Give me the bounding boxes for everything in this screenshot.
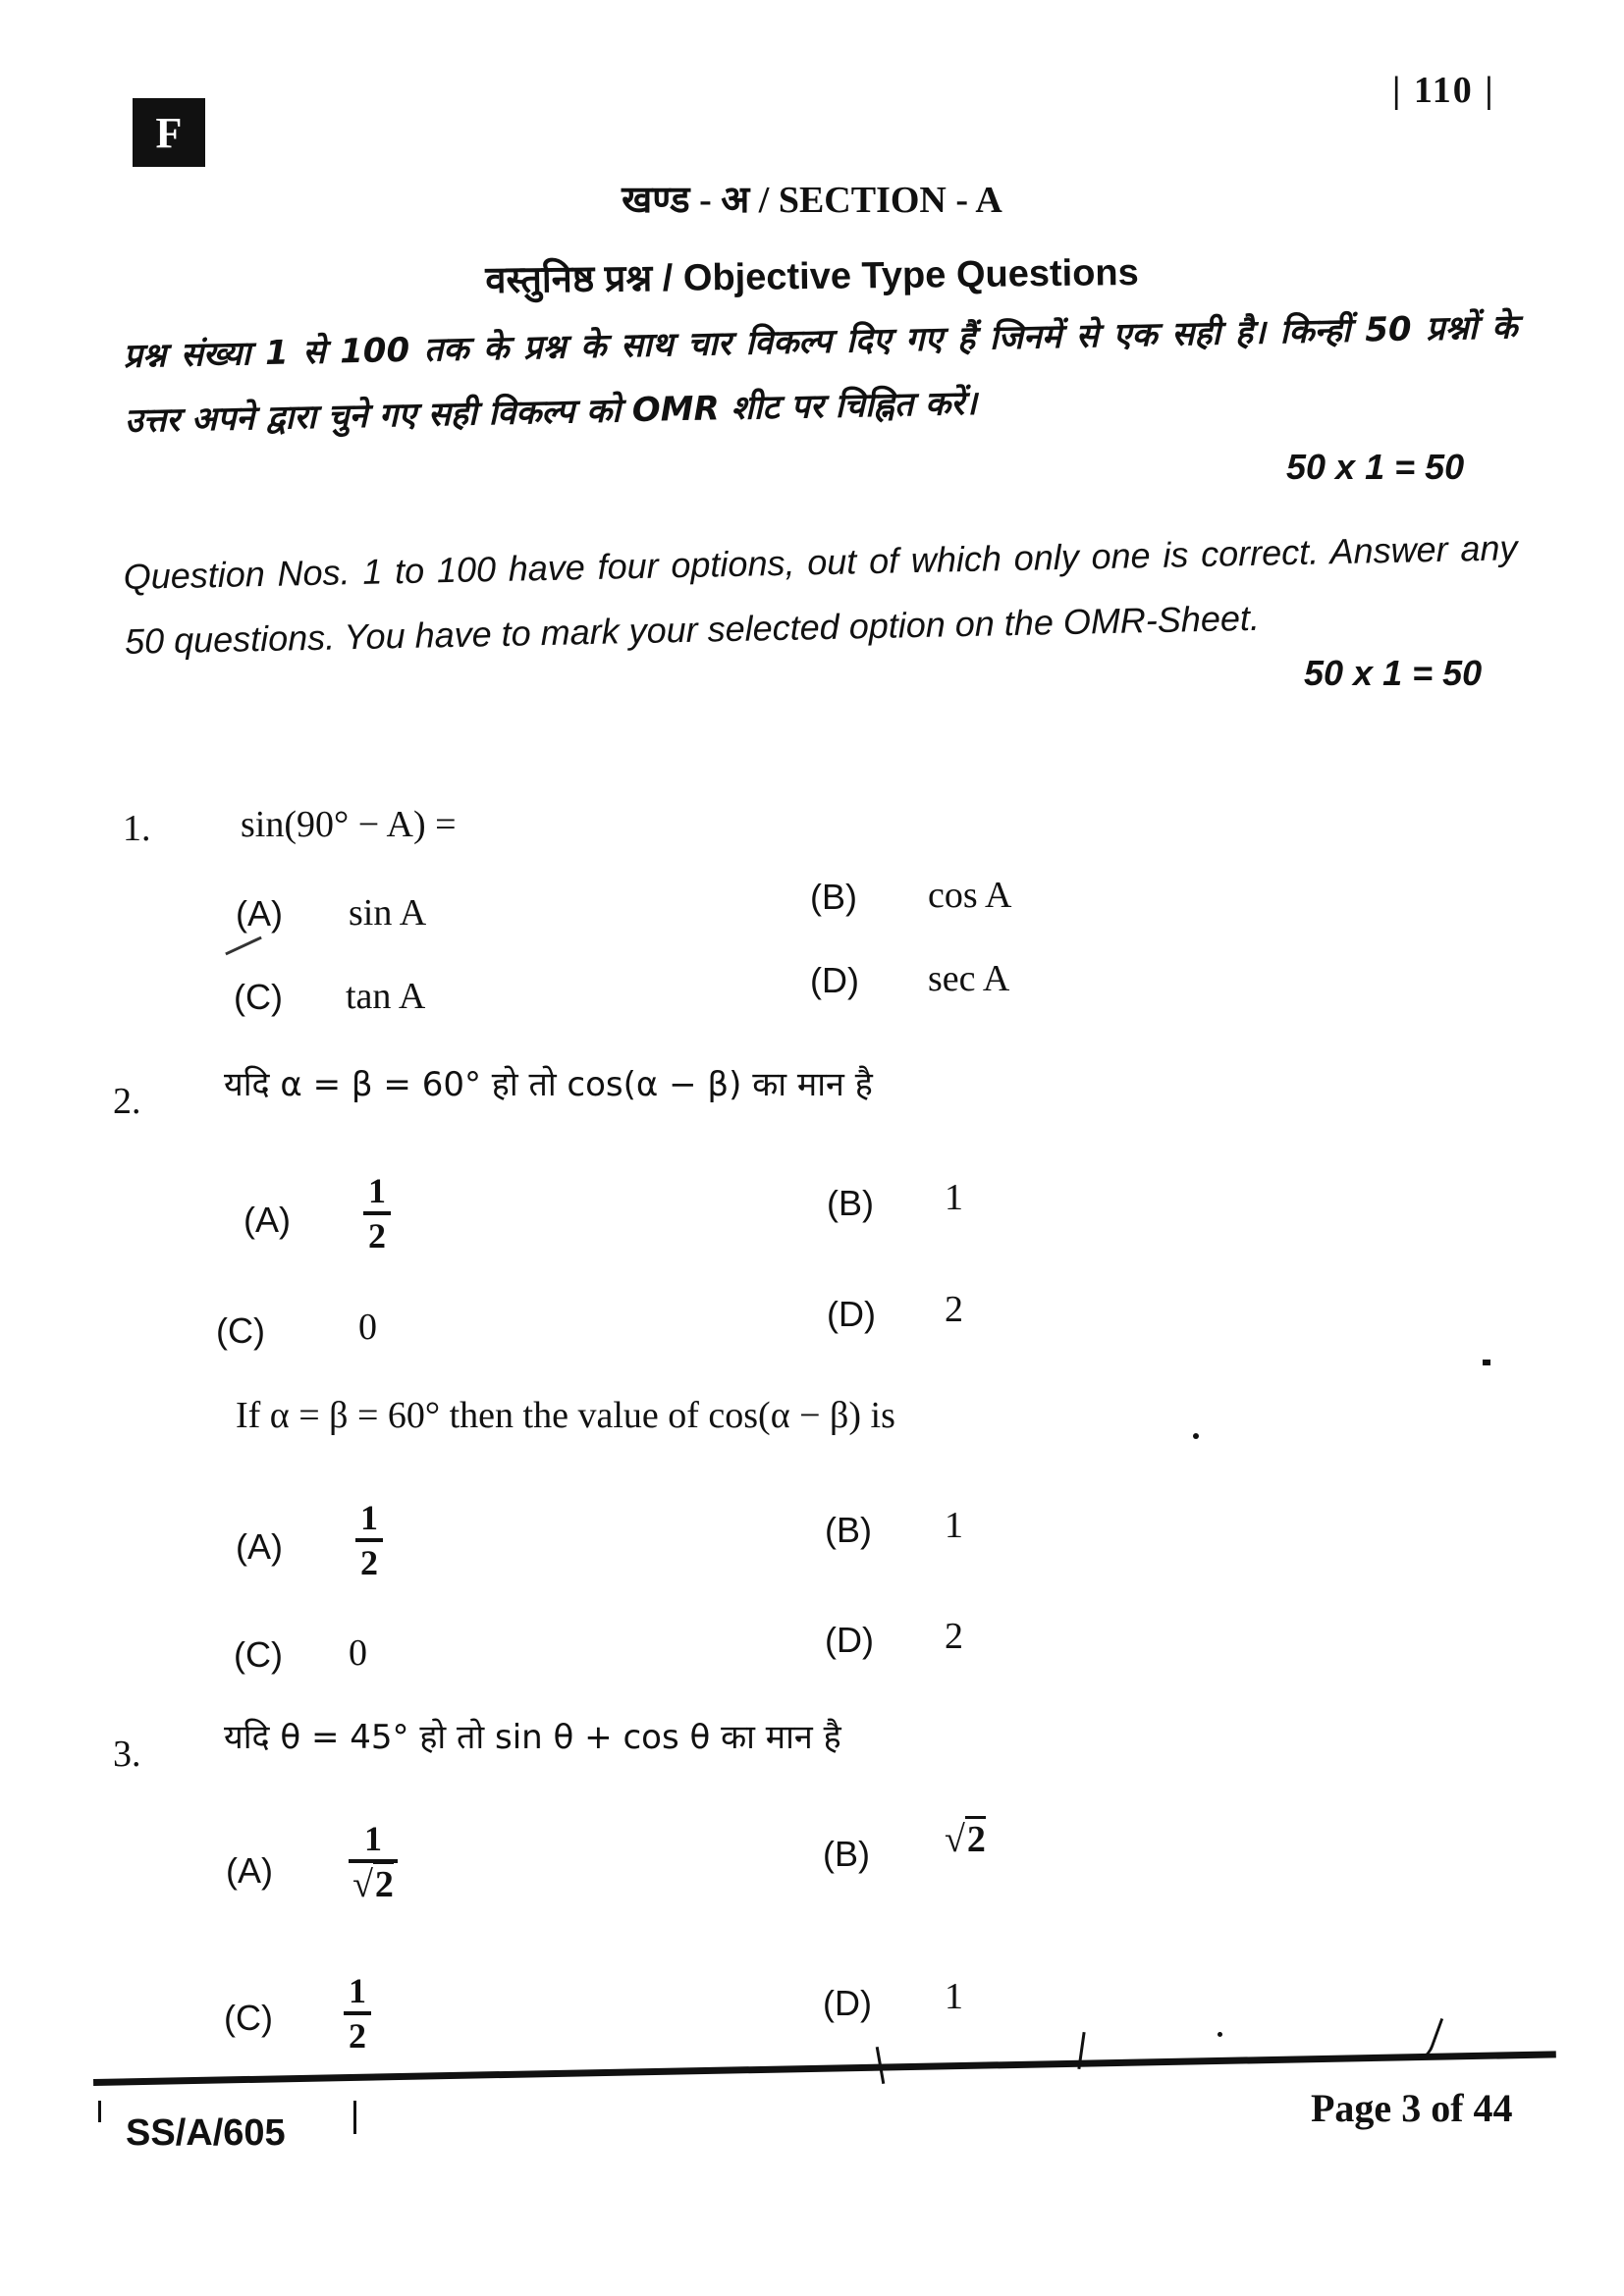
paper-code: SS/A/605 [126, 2112, 286, 2154]
question-2-text-hindi: यदि α = β = 60° हो तो cos(α − β) का मान है [224, 1065, 873, 1104]
q1-option-c-value: tan A [346, 976, 426, 1017]
q2-hi-option-b-label[interactable]: (B) [827, 1183, 874, 1223]
q2-en-option-c-value: 0 [349, 1632, 367, 1674]
footer-divider [353, 2101, 356, 2134]
denominator: 2 [349, 2016, 366, 2056]
question-paper-code: | 110 | [1392, 70, 1495, 111]
q2-en-option-c-label[interactable]: (C) [234, 1634, 283, 1675]
instructions-english: Question Nos. 1 to 100 have four options, out of which only one is correct. Answer any 50 questions. You have to mark your selected option on the OMR-Sheet. [123, 527, 1518, 662]
q3-option-b-label[interactable]: (B) [823, 1834, 870, 1874]
q3-option-a-fraction [349, 1821, 398, 1903]
numerator: 1 [368, 1171, 386, 1210]
denominator: 2 [368, 1216, 386, 1255]
sqrt-denominator [352, 1866, 394, 1903]
set-code-text: F [155, 108, 183, 157]
question-2-text-english: If α = β = 60° then the value of cos(α − β) is [236, 1395, 895, 1436]
marks-english: 50 x 1 = 50 [1304, 653, 1483, 693]
radicand: 2 [965, 1816, 986, 1860]
q2-en-option-d-label[interactable]: (D) [825, 1620, 874, 1660]
fraction-bar [344, 2011, 371, 2015]
question-1-text: sin(90° − A) = [241, 804, 457, 845]
footer-corner-tick [98, 2101, 101, 2122]
q2-en-option-a-fraction [355, 1500, 383, 1580]
q3-option-d-value: 1 [945, 1976, 963, 2017]
q3-option-b-value [945, 1818, 986, 1861]
footer-rule [93, 2051, 1556, 2086]
q1-option-c-label[interactable]: (C) [234, 977, 283, 1017]
question-1-number: 1. [123, 808, 151, 849]
denominator: 2 [360, 1543, 378, 1582]
q3-option-d-label[interactable]: (D) [823, 1983, 872, 2023]
q1-option-d-label[interactable]: (D) [810, 960, 859, 1000]
q1-option-b-label[interactable]: (B) [810, 877, 857, 917]
q2-en-option-b-value: 1 [945, 1505, 963, 1546]
q2-hi-option-d-value: 2 [945, 1289, 963, 1330]
q2-hi-option-c-label[interactable]: (C) [216, 1310, 265, 1351]
q3-option-c-label[interactable]: (C) [224, 1998, 273, 2038]
numerator: 1 [364, 1819, 382, 1858]
numerator: 1 [349, 1971, 366, 2010]
set-code-badge [133, 98, 205, 167]
q3-option-a-label[interactable]: (A) [226, 1850, 273, 1891]
instructions-hindi: प्रश्न संख्या 1 से 100 तक के प्रश्न के साथ चार विकल्प दिए गए हैं जिनमें से एक सही है। किन्हीं 50 प्रश्नों के उत्तर अपने द्वारा चुने गए सही विकल्प को OMR शीट पर चिह्नित करें। [123, 307, 1518, 441]
q1-option-d-value: sec A [928, 958, 1010, 999]
q2-en-option-b-label[interactable]: (B) [825, 1510, 872, 1550]
stray-dot-mark [1218, 2032, 1222, 2037]
sqrt-symbol: √ [352, 1864, 373, 1905]
q3-option-c-fraction [344, 1973, 371, 2054]
q2-hi-option-d-label[interactable]: (D) [827, 1294, 876, 1334]
stray-dot-mark [1483, 1360, 1490, 1365]
q2-hi-option-a-fraction [363, 1173, 391, 1254]
numerator: 1 [360, 1498, 378, 1537]
question-3-text: यदि θ = 45° हो तो sin θ + cos θ का मान है [224, 1718, 841, 1757]
q1-option-a-label[interactable]: (A) [236, 893, 283, 934]
sqrt-symbol: √ [945, 1819, 965, 1860]
question-3-number: 3. [113, 1734, 141, 1775]
section-title: खण्ड - अ / SECTION - A [622, 180, 1002, 221]
radicand: 2 [373, 1861, 394, 1905]
q1-option-b-value: cos A [928, 875, 1012, 916]
handwritten-tick-mark [225, 936, 262, 956]
q2-hi-option-b-value: 1 [945, 1177, 963, 1218]
section-subtitle: वस्तुनिष्ठ प्रश्न / Objective Type Questions [485, 251, 1139, 302]
stray-dot-mark [1193, 1433, 1199, 1439]
marks-hindi: 50 x 1 = 50 [1286, 447, 1465, 487]
q2-en-option-d-value: 2 [945, 1616, 963, 1657]
fraction-bar [355, 1538, 383, 1542]
q2-en-option-a-label[interactable]: (A) [236, 1526, 283, 1567]
q1-option-a-value: sin A [349, 892, 427, 934]
q2-hi-option-a-label[interactable]: (A) [244, 1200, 291, 1240]
fraction-bar [363, 1211, 391, 1215]
page-number: Page 3 of 44 [1311, 2086, 1513, 2130]
question-2-number: 2. [113, 1081, 141, 1122]
q2-hi-option-c-value: 0 [358, 1307, 377, 1348]
